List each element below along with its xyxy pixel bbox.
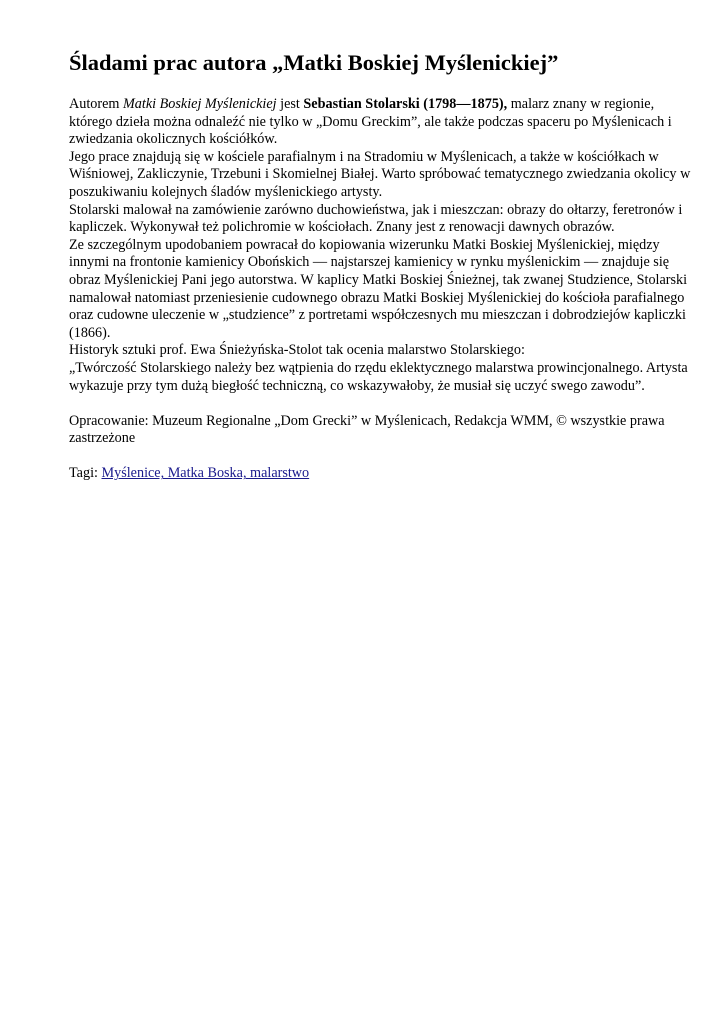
paragraph-commissions: Stolarski malował na zamówienie zarówno duchowieństwa, jak i mieszczan: obrazy do ołtarzy, feretronów i kapliczek. Wykonywał też polichromie w kościołach. Znany jest z renowacji dawnych obrazów. <box>69 201 683 236</box>
tags-line <box>69 465 691 483</box>
paragraph-historian: Historyk sztuki prof. Ewa Śnieżyńska-Stolot tak ocenia malarstwo Stolarskiego: <box>69 342 525 359</box>
artist-name: Sebastian Stolarski (1798—1875), <box>303 96 508 112</box>
credits: Opracowanie: Muzeum Regionalne „Dom Grecki” w Myślenicach, Redakcja WMM, © wszystkie prawa zastrzeżone <box>69 412 665 447</box>
page-title: Śladami prac autora „Matki Boskiej Myślenickiej” <box>69 50 559 75</box>
paragraph-works-locations: Jego prace znajdują się w kościele parafialnym i na Stradomiu w Myślenicach, a także w kościółkach w Wiśniowej, Zakliczynie, Trzebuni i Skomielnej Białej. Warto spróbować tematycznego zwiedzania okolicy w poszukiwaniu kolejnych śladów myślenickiego artysty. <box>69 148 691 200</box>
document-page <box>69 48 691 483</box>
spacer <box>69 448 691 466</box>
spacer <box>69 395 691 413</box>
article-body <box>69 96 691 483</box>
intro-rest: malarz znany w regionie, którego dzieła można odnaleźć nie tylko w „Domu Greckim”, ale także podczas spaceru po Myślenicach i zwiedzania okolicznych kościółków. <box>69 96 672 148</box>
intro-paragraph <box>69 96 691 149</box>
paragraph-copies: Ze szczególnym upodobaniem powracał do kopiowania wizerunku Matki Boskiej Myślenickiej, między innymi na frontonie kamienicy Obońskich — najstarszej kamienicy w rynku myślenickim — znajduje się obraz Myślenickiej Pani jego autorstwa. W kaplicy Matki Boskiej Śnieżnej, tak zwanej Studzience, Stolarski namalował natomiast przeniesienie cudownego obrazu Matki Boskiej Myślenickiej do kościoła parafialnego oraz cudowne uleczenie w „studzience” z portretami współczesnych mu mieszczan i dobrodziejów kapliczki (1866). <box>69 236 688 341</box>
tags-link[interactable]: Myślenice, Matka Boska, malarstwo <box>101 465 310 482</box>
quote-paragraph: „Twórczość Stolarskiego należy bez wątpienia do rzędu eklektycznego malarstwa prowincjonalnego. Artysta wykazuje przy tym dużą biegłość techniczną, co wskazywałoby, że musiał się uczyć swego zawodu”. <box>69 359 688 394</box>
intro-middle: jest <box>276 96 304 112</box>
intro-lead: Autorem <box>69 96 123 112</box>
work-title: Matki Boskiej Myślenickiej <box>122 96 277 112</box>
tags-label: Tagi: <box>69 465 102 482</box>
